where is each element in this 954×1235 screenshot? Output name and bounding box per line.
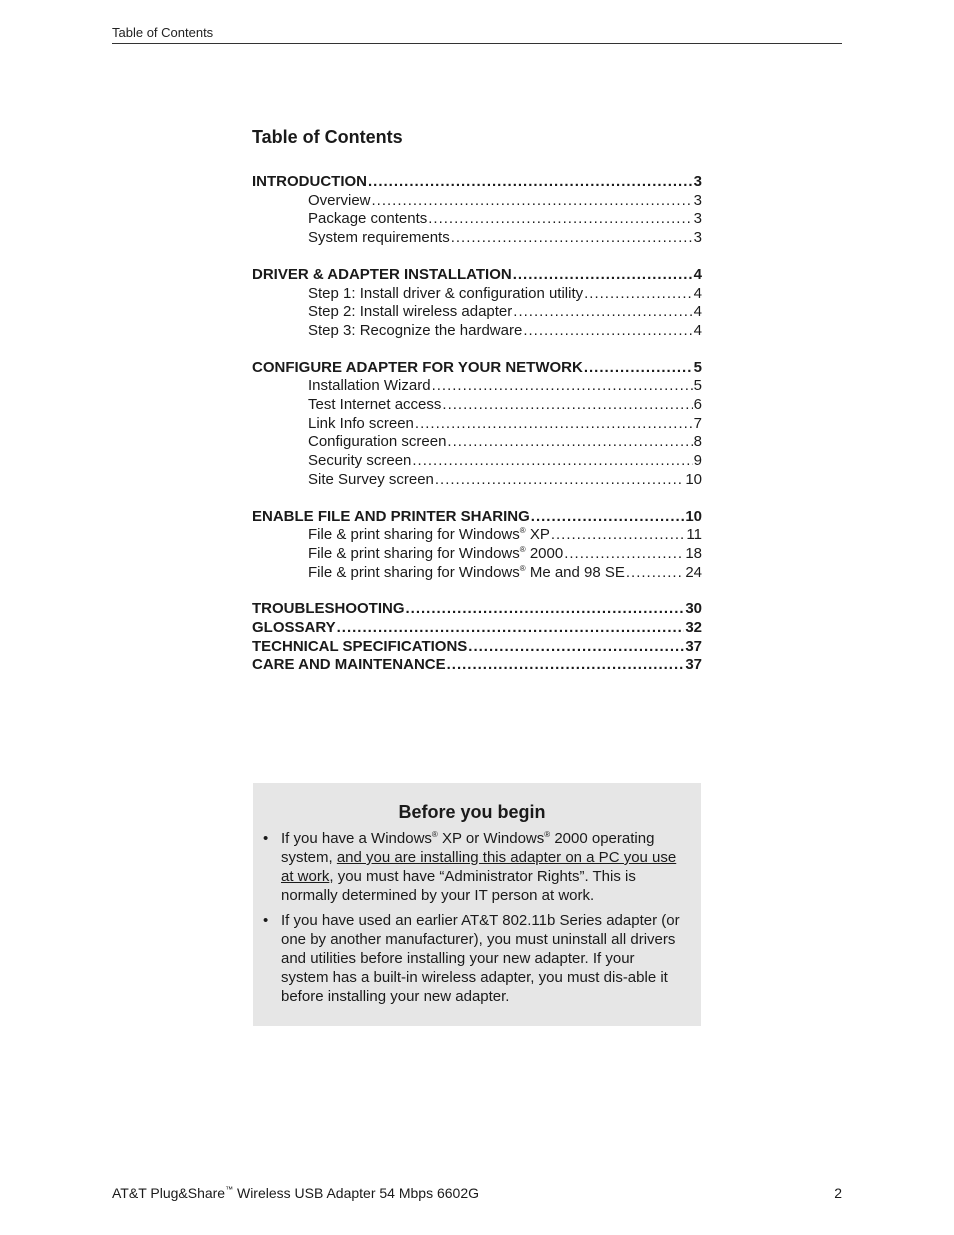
- toc-subentry-label: Package contents: [308, 210, 428, 228]
- toc-subentry-page: 3: [693, 210, 702, 228]
- footer-text: AT&T Plug&Share: [112, 1185, 226, 1201]
- leader-dots: [584, 285, 693, 304]
- toc-entry-page: 4: [693, 265, 702, 283]
- toc-subentry-label: Configuration screen: [308, 433, 447, 451]
- footer-text: Wireless USB Adapter 54 Mbps 6602G: [233, 1185, 479, 1201]
- page-number: 2: [834, 1185, 842, 1201]
- registered-mark: ®: [519, 544, 526, 554]
- leader-dots: [372, 192, 693, 211]
- toc-subentry[interactable]: [252, 564, 702, 583]
- toc-subentry-label: Step 2: Install wireless adapter: [308, 303, 513, 321]
- toc-subentry-page: 18: [685, 544, 702, 562]
- leader-dots: [428, 210, 692, 229]
- header-rule: [112, 43, 842, 44]
- label-text: XP: [525, 526, 550, 544]
- toc-entry[interactable]: [252, 619, 702, 638]
- toc-subentry-label: System requirements: [308, 229, 450, 247]
- toc-subentry-page: 4: [693, 303, 702, 321]
- leader-dots: [442, 396, 692, 415]
- bullet-icon: •: [263, 912, 269, 929]
- label-text: File & print sharing for Windows: [308, 544, 520, 562]
- toc-subentry[interactable]: [252, 322, 702, 341]
- toc-subentry-page: 8: [693, 433, 702, 451]
- label-text: File & print sharing for Windows: [308, 563, 520, 581]
- leader-dots: [564, 545, 684, 564]
- toc-subentry-page: 4: [693, 284, 702, 302]
- toc-entry-page: 37: [685, 637, 702, 655]
- registered-mark: ®: [544, 830, 551, 839]
- toc-subentry[interactable]: [252, 433, 702, 452]
- toc-subentry-label: Test Internet access: [308, 396, 442, 414]
- toc-subentry-page: 6: [693, 396, 702, 414]
- leader-dots: [584, 359, 693, 378]
- table-of-contents: [252, 126, 702, 675]
- list-item: [263, 911, 681, 1006]
- toc-entry[interactable]: [252, 266, 702, 285]
- toc-section-driver-installation: [252, 266, 702, 341]
- toc-entry[interactable]: [252, 508, 702, 527]
- toc-entry-label: TROUBLESHOOTING: [252, 600, 405, 618]
- toc-entry[interactable]: [252, 173, 702, 192]
- toc-entry-page: 30: [685, 600, 702, 618]
- toc-subentry[interactable]: [252, 285, 702, 304]
- leader-dots: [626, 564, 684, 583]
- leader-dots: [432, 377, 693, 396]
- toc-entry-page: 37: [685, 656, 702, 674]
- toc-section-file-printer-sharing: [252, 508, 702, 583]
- toc-subentry-label: Step 3: Recognize the hardware: [308, 321, 523, 339]
- leader-dots: [447, 433, 692, 452]
- toc-entry-page: 10: [685, 507, 702, 525]
- toc-section-appendix: [252, 600, 702, 675]
- registered-mark: ®: [519, 526, 526, 536]
- leader-dots: [447, 656, 685, 675]
- toc-subentry[interactable]: [252, 303, 702, 322]
- toc-subentry[interactable]: [252, 545, 702, 564]
- toc-entry-label: INTRODUCTION: [252, 173, 367, 190]
- toc-subentry[interactable]: [252, 210, 702, 229]
- toc-subentry-page: 5: [693, 377, 702, 395]
- note-title: Before you begin: [398, 802, 546, 822]
- bullet-icon: •: [263, 830, 269, 847]
- toc-subentry-page: 11: [686, 526, 702, 544]
- toc-entry[interactable]: [252, 359, 702, 378]
- before-you-begin-box: [253, 783, 701, 1026]
- toc-subentry-label: Security screen: [308, 452, 412, 470]
- note-text: , you must have “Administrator Rights”. This is normally determined by your IT person at work.: [281, 868, 636, 904]
- registered-mark: ®: [431, 830, 438, 839]
- toc-entry[interactable]: [252, 638, 702, 657]
- toc-subentry[interactable]: [252, 396, 702, 415]
- toc-subentry-page: 10: [685, 470, 702, 488]
- leader-dots: [513, 303, 692, 322]
- note-text: If you have a Windows: [281, 830, 432, 847]
- leader-dots: [406, 600, 685, 619]
- note-text: If you have used an earlier AT&T 802.11b Series adapter (or one by another manufacturer), you must uninstall all drivers and utilities before installing your new adapter. If your system has a built-in wireless adapter, you must dis-able it before installing your new adapter.: [281, 912, 680, 1005]
- leader-dots: [523, 322, 692, 341]
- toc-subentry-page: 24: [685, 563, 702, 581]
- leader-dots: [468, 638, 684, 657]
- toc-entry-label: ENABLE FILE AND PRINTER SHARING: [252, 507, 530, 525]
- leader-dots: [551, 526, 686, 545]
- toc-subentry-label: Link Info screen: [308, 414, 414, 432]
- toc-entry-page: 3: [693, 173, 702, 190]
- toc-section-introduction: [252, 173, 702, 248]
- toc-subentry[interactable]: [252, 229, 702, 248]
- toc-subentry-label: [308, 526, 550, 545]
- toc-entry[interactable]: [252, 656, 702, 675]
- toc-subentry[interactable]: [252, 415, 702, 434]
- toc-entry-label: DRIVER & ADAPTER INSTALLATION: [252, 265, 512, 283]
- toc-subentry-page: 3: [693, 229, 702, 247]
- toc-entry-label: TECHNICAL SPECIFICATIONS: [252, 637, 468, 655]
- toc-subentry-page: 4: [693, 321, 702, 339]
- toc-entry-label: GLOSSARY: [252, 619, 336, 637]
- leader-dots: [435, 471, 684, 490]
- toc-entry-page: 5: [693, 358, 702, 376]
- note-text: XP or Windows: [437, 830, 545, 847]
- leader-dots: [412, 452, 692, 471]
- toc-entry-label: CONFIGURE ADAPTER FOR YOUR NETWORK: [252, 358, 583, 376]
- toc-subentry[interactable]: [252, 192, 702, 211]
- leader-dots: [451, 229, 693, 248]
- toc-subentry[interactable]: [252, 377, 702, 396]
- running-header-title: Table of Contents: [112, 25, 214, 40]
- leader-dots: [415, 415, 693, 434]
- toc-subentry-label: Overview: [308, 191, 371, 209]
- toc-subentry[interactable]: [252, 471, 702, 490]
- toc-entry[interactable]: [252, 600, 702, 619]
- registered-mark: ®: [519, 563, 526, 573]
- label-text: Me and 98 SE: [525, 563, 625, 581]
- leader-dots: [368, 173, 693, 192]
- label-text: File & print sharing for Windows: [308, 526, 520, 544]
- toc-title: Table of Contents: [252, 127, 403, 147]
- toc-subentry[interactable]: [252, 452, 702, 471]
- leader-dots: [531, 508, 685, 527]
- toc-subentry-page: 7: [693, 414, 702, 432]
- toc-subentry-label: Site Survey screen: [308, 470, 434, 488]
- toc-entry-page: 32: [685, 619, 702, 637]
- toc-subentry-label: [308, 564, 625, 583]
- leader-dots: [513, 266, 693, 285]
- toc-section-configure-adapter: [252, 359, 702, 490]
- toc-entry-label: CARE AND MAINTENANCE: [252, 656, 446, 674]
- toc-subentry-page: 9: [693, 452, 702, 470]
- toc-subentry-label: Step 1: Install driver & configuration utility: [308, 284, 584, 302]
- footer-product-name: [112, 1185, 479, 1201]
- note-bullet-list: [263, 829, 681, 1006]
- toc-subentry-page: 3: [693, 191, 702, 209]
- leader-dots: [337, 619, 685, 638]
- toc-subentry[interactable]: [252, 526, 702, 545]
- label-text: 2000: [525, 544, 564, 562]
- note-text: 2000 operating system,: [281, 830, 655, 866]
- trademark-mark: ™: [225, 1185, 234, 1194]
- toc-subentry-label: [308, 545, 563, 564]
- underlined-text: and you are installing this adapter on a PC you use at work: [281, 849, 677, 885]
- toc-subentry-label: Installation Wizard: [308, 377, 431, 395]
- list-item: [263, 829, 681, 905]
